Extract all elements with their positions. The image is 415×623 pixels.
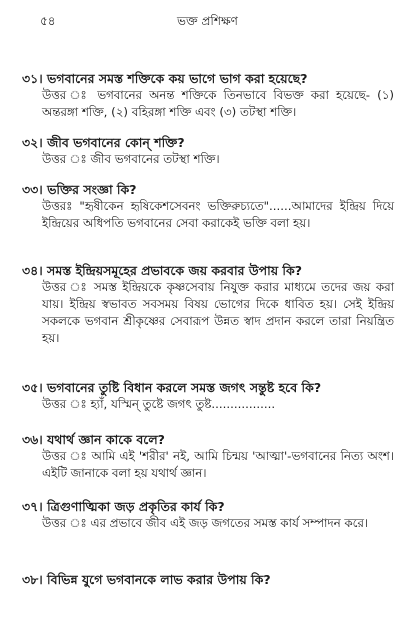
- qa-item-31: [22, 70, 394, 121]
- question-text: ৩৫। ভগবানের তুষ্টি বিধান করলে সমস্ত জগৎ সন্তুষ্ট হবে কি?: [22, 380, 322, 395]
- answer-text: উত্তরঃ "হৃষীকেন হৃষিকেশসেবনং ভক্তিরুচ্যতে"......আমাদের ইন্দ্রিয় দিয়ে ইন্দ্রিয়ের অধিপতি ভগবানের সেবা করাকেই ভক্তি বলা হয়।: [42, 199, 394, 230]
- answer-text: উত্তর ঃ জীব ভগবানের তটস্থা শক্তি।: [42, 152, 220, 166]
- qa-item-32: [22, 134, 394, 168]
- question-text: ৩৭। ত্রিগুণাত্মিকা জড় প্রকৃতির কার্য কি?: [22, 499, 225, 514]
- qa-item-33: [22, 181, 394, 232]
- question-text: ৩২। জীব ভগবানের কোন্ শক্তি?: [22, 135, 185, 150]
- qa-item-36: [22, 431, 394, 482]
- question-text: ৩১। ভগবানের সমস্ত শক্তিকে কয় ভাগে ভাগ করা হয়েছে?: [22, 71, 308, 86]
- question-text: ৩৬। যথার্থ জ্ঞান কাকে বলে?: [22, 432, 165, 447]
- question-text: ৩৮। বিভিন্ন যুগে ভগবানকে লাভ করার উপায় কি?: [22, 572, 271, 587]
- question-text: ৩৪। সমস্ত ইন্দ্রিয়সমূহের প্রভাবকে জয় করবার উপায় কি?: [22, 263, 302, 278]
- qa-item-35: [22, 379, 394, 413]
- page-number: ৫৪: [40, 14, 56, 28]
- answer-text: উত্তর ঃ হ্যাঁ, যস্মিন্ তুষ্টে জগৎ তুষ্ট.................: [42, 397, 276, 411]
- qa-item-38: [22, 571, 394, 588]
- qa-item-37: [22, 498, 394, 532]
- answer-text: উত্তর ঃ এর প্রভাবে জীব এই জড় জগতের সমস্ত কার্য সম্পাদন করে।: [42, 516, 369, 530]
- book-title: ভক্ত প্রশিক্ষণ: [177, 14, 238, 28]
- answer-text: উত্তর ঃ আমি এই 'শরীর' নই, আমি চিন্ময় 'আত্মা'-ভগবানের নিত্য অংশ। এইটি জানাকে বলা হয় যথার্থ জ্ঞান।: [42, 449, 394, 480]
- question-text: ৩৩। ভক্তির সংজ্ঞা কি?: [22, 182, 137, 197]
- qa-item-34: [22, 262, 394, 347]
- answer-text: উত্তর ঃ ভগবানের অনন্ত শক্তিকে তিনভাবে বিভক্ত করা হয়েছে- (১) অন্তরঙ্গা শক্তি, (২) বহিরঙ্গা শক্তি এবং (৩) তটস্থা শক্তি।: [42, 88, 394, 119]
- answer-text: উত্তর ঃ সমস্ত ইন্দ্রিয়কে কৃষ্ণসেবায় নিযুক্ত করার মাধ্যমে তদের জয় করা যায়। ইন্দ্রিয় স্বভাবত সবসময় বিষয় ভোগের দিকে ধাবিত হয়। সেই ইন্দ্রিয় সকলকে ভগবান শ্রীকৃষ্ণের সেবারূপ উন্নত স্বাদ প্রদান করলে তারা নিয়ন্ত্রিত হয়।: [42, 280, 394, 345]
